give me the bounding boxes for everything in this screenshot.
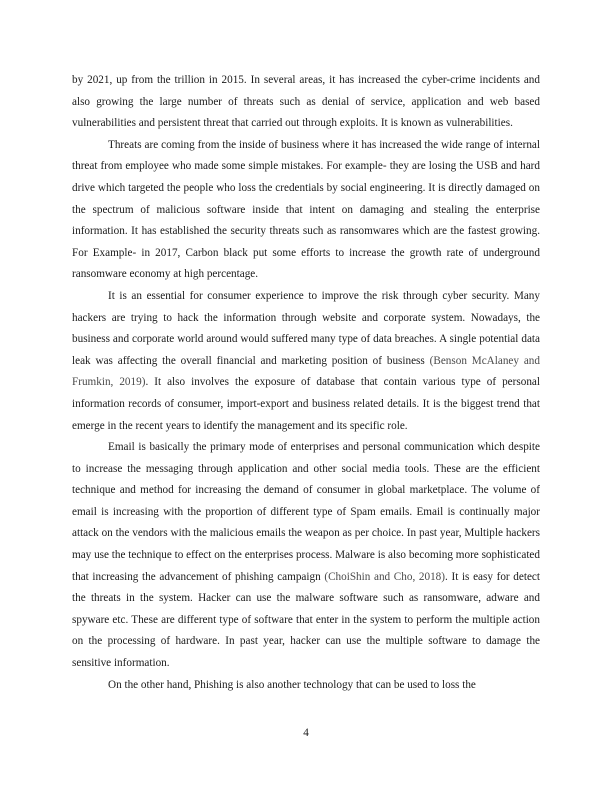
paragraph-5 <box>72 675 540 697</box>
paragraph-text: Email is basically the primary mode of enterprises and personal communication which despite to increase the messaging through application and other social media tools. These are the efficient technique and method for increasing the demand of consumer in global marketplace. The volume of email is increasing with the proportion of different type of Spam emails. Email is continually major attack on the vendors with the malicious emails the weapon as per choice. In past year, Multiple hackers may use the technique to effect on the enterprises process. Malware is also becoming more sophisticated that increasing the advancement of phishing campaign <box>72 441 540 583</box>
paragraph-3 <box>72 286 540 437</box>
paragraph-2 <box>72 135 540 286</box>
paragraph-text: On the other hand, Phishing is also another technology that can be used to loss the <box>108 678 476 691</box>
paragraph-text: It is an essential for consumer experience to improve the risk through cyber security. Many hackers are trying to hack the information through website and corporate system. Nowadays, the business and corporate world around would suffered many type of data breaches. A single potential data leak was affecting the overall financial and marketing position of business <box>72 289 540 367</box>
citation: (ChoiShin and Cho, 2018) <box>324 570 446 583</box>
paragraph-1 <box>72 70 540 135</box>
paragraph-4 <box>72 437 540 675</box>
paragraph-text: . It also involves the exposure of database that contain various type of personal information records of consumer, import-export and business related details. It is the biggest trend that emerge in the recent years to identify the management and its specific role. <box>72 376 540 432</box>
body-text <box>72 70 540 696</box>
citation: (Benson McAlaney and Frumkin, 2019) <box>72 354 540 389</box>
paragraph-text: Threats are coming from the inside of business where it has increased the wide range of internal threat from employee who made some simple mistakes. For example- they are losing the USB and hard drive which targeted the people who loss the credentials by social engineering. It is directly damaged on the spectrum of malicious software inside that intent on damaging and stealing the enterprise information. It has established the security threats such as ransomwares which are the fastest growing. For Example- in 2017, Carbon black put some efforts to increase the growth rate of underground ransomware economy at high percentage. <box>72 138 540 281</box>
page-number: 4 <box>303 727 309 739</box>
paragraph-text: by 2021, up from the trillion in 2015. In several areas, it has increased the cyber-crime incidents and also growing the large number of threats such as denial of service, application and web based vulnerabilities and persistent threat that carried out through exploits. It is known as vulnerabilities. <box>72 74 540 130</box>
paragraph-text: . It is easy for detect the threats in the system. Hacker can use the malware software such as ransomware, adware and spyware etc. These are different type of software that enter in the system to perform the multiple action on the processing of hardware. In past year, hacker can use the multiple software to damage the sensitive information. <box>72 570 540 670</box>
